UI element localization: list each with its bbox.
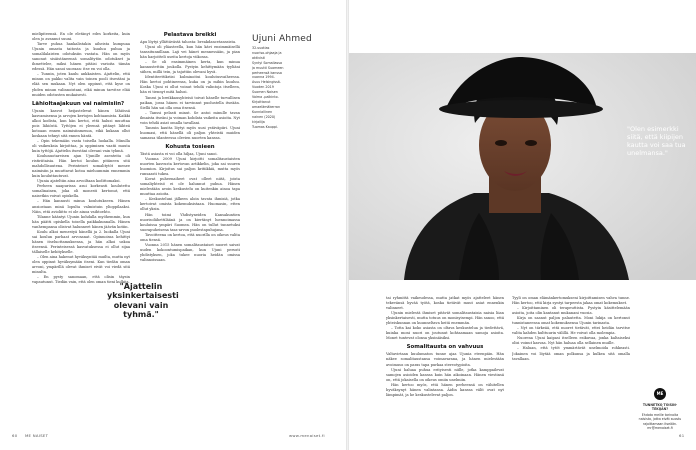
paragraph: Tästä asiasta ei voi olla hiljaa, Ujuni sanoi. [140, 151, 218, 156]
paragraph: Vuonna 2009 Ujuni kirjoitti somalitaustaisten nuorten kasvusta kertovan artikkelin, joka sai suuren huomion. Kirjoitus sai paljon kritiikkiä, mutta myös runsaasti tukea. [140, 156, 240, 177]
paragraph: Ujunin kasvot heijastelevat hänen lähiössä kasvamisensa ja arvojen kertojen kohtaamista. Kaikki alkoi kodista, kun hän kertoi, että halusi muuttaa pois lähiöstä. Tyttöjen ei yleensä pitänyt lähteä kotoaan ennen naimisiinmenoa, eikä kukaan ollut koskaan tehnyt sitä ennen häntä. [32, 108, 130, 138]
paragraph: – Tunnin, joten kaulu ankkaisten. Ajattelin, että minun on pakko valita vain toinen pooli itsestäni ja elää sen mukaan. Nyt olen oppinut, että kyse on yhden minun valinnoistani, eikä minun tarvitse elää muiden odotusten mukaisesti. [32, 72, 130, 97]
pull-quote: "Ajattelin yksinkertaisesti olevani vain tyhmä." [107, 282, 179, 320]
paragraph: Koulunuotareisen ajan Ujunille asenteita oli ristiriitaisia. Hän kertoi koulun pitäneen sitä mahdollisuutena. Perinteiset somalitytöt menee naimisiin ja muuttavat kotoa mieluummin ennemmin kuin kouluttautuvat. [32, 154, 130, 179]
paragraph: Vuonna 2015 hänen somalitaustaiset nuoret saivat uuden kokoontumispaikan, kun Ujuni perusti yhdistyksen, joka tukee nuoria heidän omissa valinnoissaan. [140, 242, 240, 262]
portrait-illustration [349, 53, 696, 280]
paragraph: – Totta kai koko asiasta on oltava keskustelua ja tiedettävä, kuinka moni nuori on joutunut kohtaamaan samoja asioita. Monet tuntevat olonsa yksinäisiksi. [386, 326, 504, 341]
profile-fact-line: Kunniallinen [252, 109, 273, 114]
profile-fact-line: vuonna 1994. [252, 75, 275, 80]
paragraph: tai ryhmittä vaikeudessa, mutta jatkat myös ajatteleet hänen tekevänsä hyvää työtä, koska tietävät muut asiat ennenkin valinneet. [386, 296, 504, 311]
paragraph: Tanssi ja breikkausyhteisö toivat hänelle turvallisen paikan, jossa hänen ei tarvinnut puolustella itseään. Siellä hän sai olla oma itsensä. [140, 95, 240, 110]
paragraph: – En pysty sanomaan, että olisin täysin vapautunut. Tiedän vain, että olen oman tieni kulkija. [32, 275, 130, 285]
profile-fact-line: Kirjoittanut [252, 99, 271, 104]
section-heading: Somalitausta on vahvuus [406, 344, 484, 351]
paragraph: Hän kertoo myös, että hänen perheensä on vähitellen hyväksynyt hänen valintansa. Äidin kanssa välit ovat nyt lämpimät, ja he keskustelevat paljon. [386, 382, 504, 397]
paragraph: Tavoitteena on kertoa, että nuorilla on oikeus valita oma tiensä. [140, 232, 240, 242]
profile-sidebar [252, 34, 316, 129]
website-url: www.menaiset.fi [289, 433, 325, 438]
portrait-photo [349, 53, 696, 280]
paragraph: Hän toimi Yhdistyneiden Kansakuntien nuorisolähettiläänä ja on kiertänyt luennoimassa kouluissa ympäri Suomea. Hän on tullut tunnetuksi suorapuheisena tasa-arvon puolestapuhujana. [140, 212, 240, 232]
magazine-name: ME NAISET [24, 433, 49, 438]
cta-title: TUNNETKO TOISIN-TEKIJÄN? [642, 403, 678, 412]
paragraph: – Opin tekemään vasta toisella luokalla. Minulla oli vaikeuksia kirjoittaa, ja oppiminen vaatii muuta kuin tyttöjä. Ajattelin itsestäni olevani vain tyhmä. [32, 138, 130, 153]
paragraph: – Nyt on tärkeää, että nuoret tietävät, ettei heidän tarvitse valita kahden kulttuurin välillä. He voivat olla molempia. [512, 326, 630, 336]
paragraph: Ujuni oli yläasteella, kun hän kävi ensimmäisellä tanssitunnillaan. Laji vei hänet mennessään, ja pian hän harjoitteli useita kertoja viikossa. [140, 45, 240, 60]
profile-fact-line: Syntyi Somaliassa [252, 60, 282, 65]
left-column-1 [32, 32, 130, 427]
profile-fact-line: Asuu Helsingissä. [252, 80, 281, 85]
paragraph: Tarve puhua hankalistakin aiheista kumpuaa Ujunin omasta taitosta ja kuuluu puhua ja somalilalaisten odotuksiin vastata. Hän on myös sanonut sisäistäneensä somalitytön odotukset ja ihmettelee, miksi hänen pitäisi varioita tämän edessä. Hän sanoi suoraan: itse en voi olla. [32, 42, 130, 72]
paragraph: Tyyli on oman elämänkertomukseni kirjoittamisen vahva tunne. Hän kertoo, että kirja syntyi tarpeesta jakaa omat kokemukset. [512, 296, 630, 306]
paragraph: Ujuni haluaa puhua erityisesti niille, jotka kamppailevat samojen asioiden kanssa kuin hän aikoinaan. Hänen viestinsä on, että jokaisella on oikeus omiin unelmiin. [386, 367, 504, 382]
footer-left [12, 433, 48, 438]
profile-fact-line: Tuomas Kauppi. [252, 124, 278, 129]
profile-fact-line: nainen (2020) [252, 114, 276, 119]
right-column-2 [512, 296, 630, 431]
profile-fact-line: perheensä kanssa [252, 70, 282, 75]
profile-fact-line: Suomen Naisen [252, 90, 278, 95]
paragraph: Koulu alkoi menestyä hänellä ja 2. luokalla Ujuni sai koulun parhaat arvosanat. Opinnoissa kehittyi hänen itseluottamuksensa, ja hän alkoi uskoa itseensä. Perinteisessä kasvatuksessa ei ollut sijaa tällaiselle kehitykselle. [32, 229, 130, 254]
photo-caption: "Olen esimerkki siitä, että kiipijen kautta voi saa tua unelmansa." [627, 125, 686, 157]
paragraph: Kirja on saanut paljon palautetta. Moni lukija on kertonut tunnistaneensa omat kokemuksensa Ujunin tarinasta. [512, 316, 630, 326]
cta-text: Ehdota meille tarinoita naisista, jotka eivät suostu rajoittamaan itseään. mr@menaiset.fi [638, 412, 682, 431]
profile-fact-line: aktivisti [252, 55, 265, 60]
paragraph: Valtavirtaan kuulumaton tunne ajaa Ujunia eteenpäin. Hän näkee somalitaustansa voimavarana, ja hänen mielestään avoimuus on paras tapa purkaa stereotypioita. [386, 352, 504, 367]
paragraph: Ujunia ajateltiin aina arvoiltaan kodittomaksi. [37, 179, 121, 184]
profile-fact-line: omaelämäkerran [252, 104, 281, 109]
page-number: 61 [679, 433, 685, 438]
profile-fact-line: kirjailija [252, 119, 265, 124]
right-column-1 [386, 296, 504, 431]
section-heading: Lähioltaajakuun vai naimisiin? [32, 100, 125, 107]
profile-fact-line: 32-vuotias [252, 46, 270, 50]
paragraph: – Olen aina hakenut hyväksyntää muilta, mutta nyt olen oppinut hyväksymään itseni. Kun tiedän oman arvoni, ympärillä olevat ihmiset eivät voi viedä sitä minulta. [32, 254, 130, 275]
paragraph: – Se oli ensimmäinen kerta, kun minua kannustettiin joukolla. Pystyin kehittymään tyyliäni siihen, millä tein, ja tajuttiin olevani hyvä. [140, 60, 240, 75]
paragraph: Ujunin mielestä ihmiset pitävät somalitaustaisia naisia liian yksinkertaisesti, mutta totuus on monisyisempi. Hän sanoo, että yhteiskunnan on kuunneltava heitä enemmän. [386, 311, 504, 326]
profile-name: Ujuni Ahmed [252, 34, 312, 44]
paragraph: Identiteettikriisi kulminoitui koulutusvaiheessa. Hän kertoi pohtineensa, kuka on ja mihin kuuluu. Koska Ujuni ei ollut voinut tehdä valintoja itselleen, hän ei tiennyt mitä halusi. [140, 75, 240, 95]
section-heading: Pelastava breikki [163, 32, 217, 38]
left-column-2 [140, 32, 240, 427]
profile-fact-line: Vuoden 2019 [252, 85, 274, 90]
paragraph: – Keskusteluni jälkeen aloin tavata ihmisiä, jotka kertoivat omista kokemuksistaan. Huomasin, etten ollut yksin. [140, 197, 240, 212]
call-to-action-box [638, 388, 682, 430]
paragraph: Nuorena Ujuni kaipasi itselleen esikuvaa, jonka kaltaiseksi olisi voinut kasvaa. Nyt hän haluaa olla sellainen muille. [512, 336, 630, 346]
paragraph: Kovat puheenaiheet ovat olleet niitä, joista somaliyhteisö ei ole halunnut puhua. Hänen mielestään avoin keskustelu on kuitenkin ainoa tapa muuttaa asioita. [140, 177, 240, 197]
profile-fact-line: ja muutti Suomeen [252, 65, 284, 70]
profile-fact-line: Voima -palkinto. [252, 95, 279, 100]
profile-facts [252, 46, 316, 129]
left-page [0, 0, 347, 450]
paragraph: – Hän kannusti minua koulutukseen. Hänen ansiostaan minä lopulta valmistuin ylioppilaaksi. Näin, että avioliitto ei ole ainoa vaihtoehto. [32, 199, 130, 214]
profile-fact-line: nuoriso-ohjaaja ja [252, 50, 282, 55]
magazine-logo: ME [654, 388, 666, 400]
page-number: 60 [12, 433, 18, 438]
paragraph: Perheen naapurissa asui korkeasti koulutettu somalinainen, joka oli monesti kertonut, että naisetkin voivat opiskella. [32, 184, 130, 199]
paragraph: Apu löytyi yllättävästä tahosta: breakdancetanssista. [140, 40, 237, 44]
section-heading: Kohusta tosieen [165, 143, 215, 150]
paragraph: Tilanne kääntyi Ujunin kohdalla myöhemmin, kun hän päätti opiskella toisella paikkakunnalla. Hänen vanhempansa olisivat halunneet hänen jäävän kotiin. [32, 214, 130, 229]
paragraph: Tanssin kautta löytyi myös uusi ystäväpiiri. Ujuni huomasi, että hänellä oli paljon yhteistä muiden samassa tilanteessa olevien nuorten kanssa. [140, 125, 240, 140]
paragraph: – Haluan, että tytöt ymmärtävät unelmoida rohkeasti. Jokainen voi löytää oman polkunsa ja kulkea sitä omalla tavallaan. [512, 346, 630, 361]
paragraph: – Tanssi pelasti minut. Se antoi minulle tavan ilmaista itseäni ja voiman kohdata vaikeita asioita. Nyt voin tehdä asiat omalla tavallani. [140, 110, 240, 125]
paragraph: – Kirjoittaminen oli terapeuttista. Pystyin käsittelemään asioita, joita olin kantanut mukanani vuosia. [512, 306, 630, 316]
paragraph: mielipiteensä. En ole eletänyt edes korkeita, kuin olen jo avannut suuni. [32, 32, 130, 42]
